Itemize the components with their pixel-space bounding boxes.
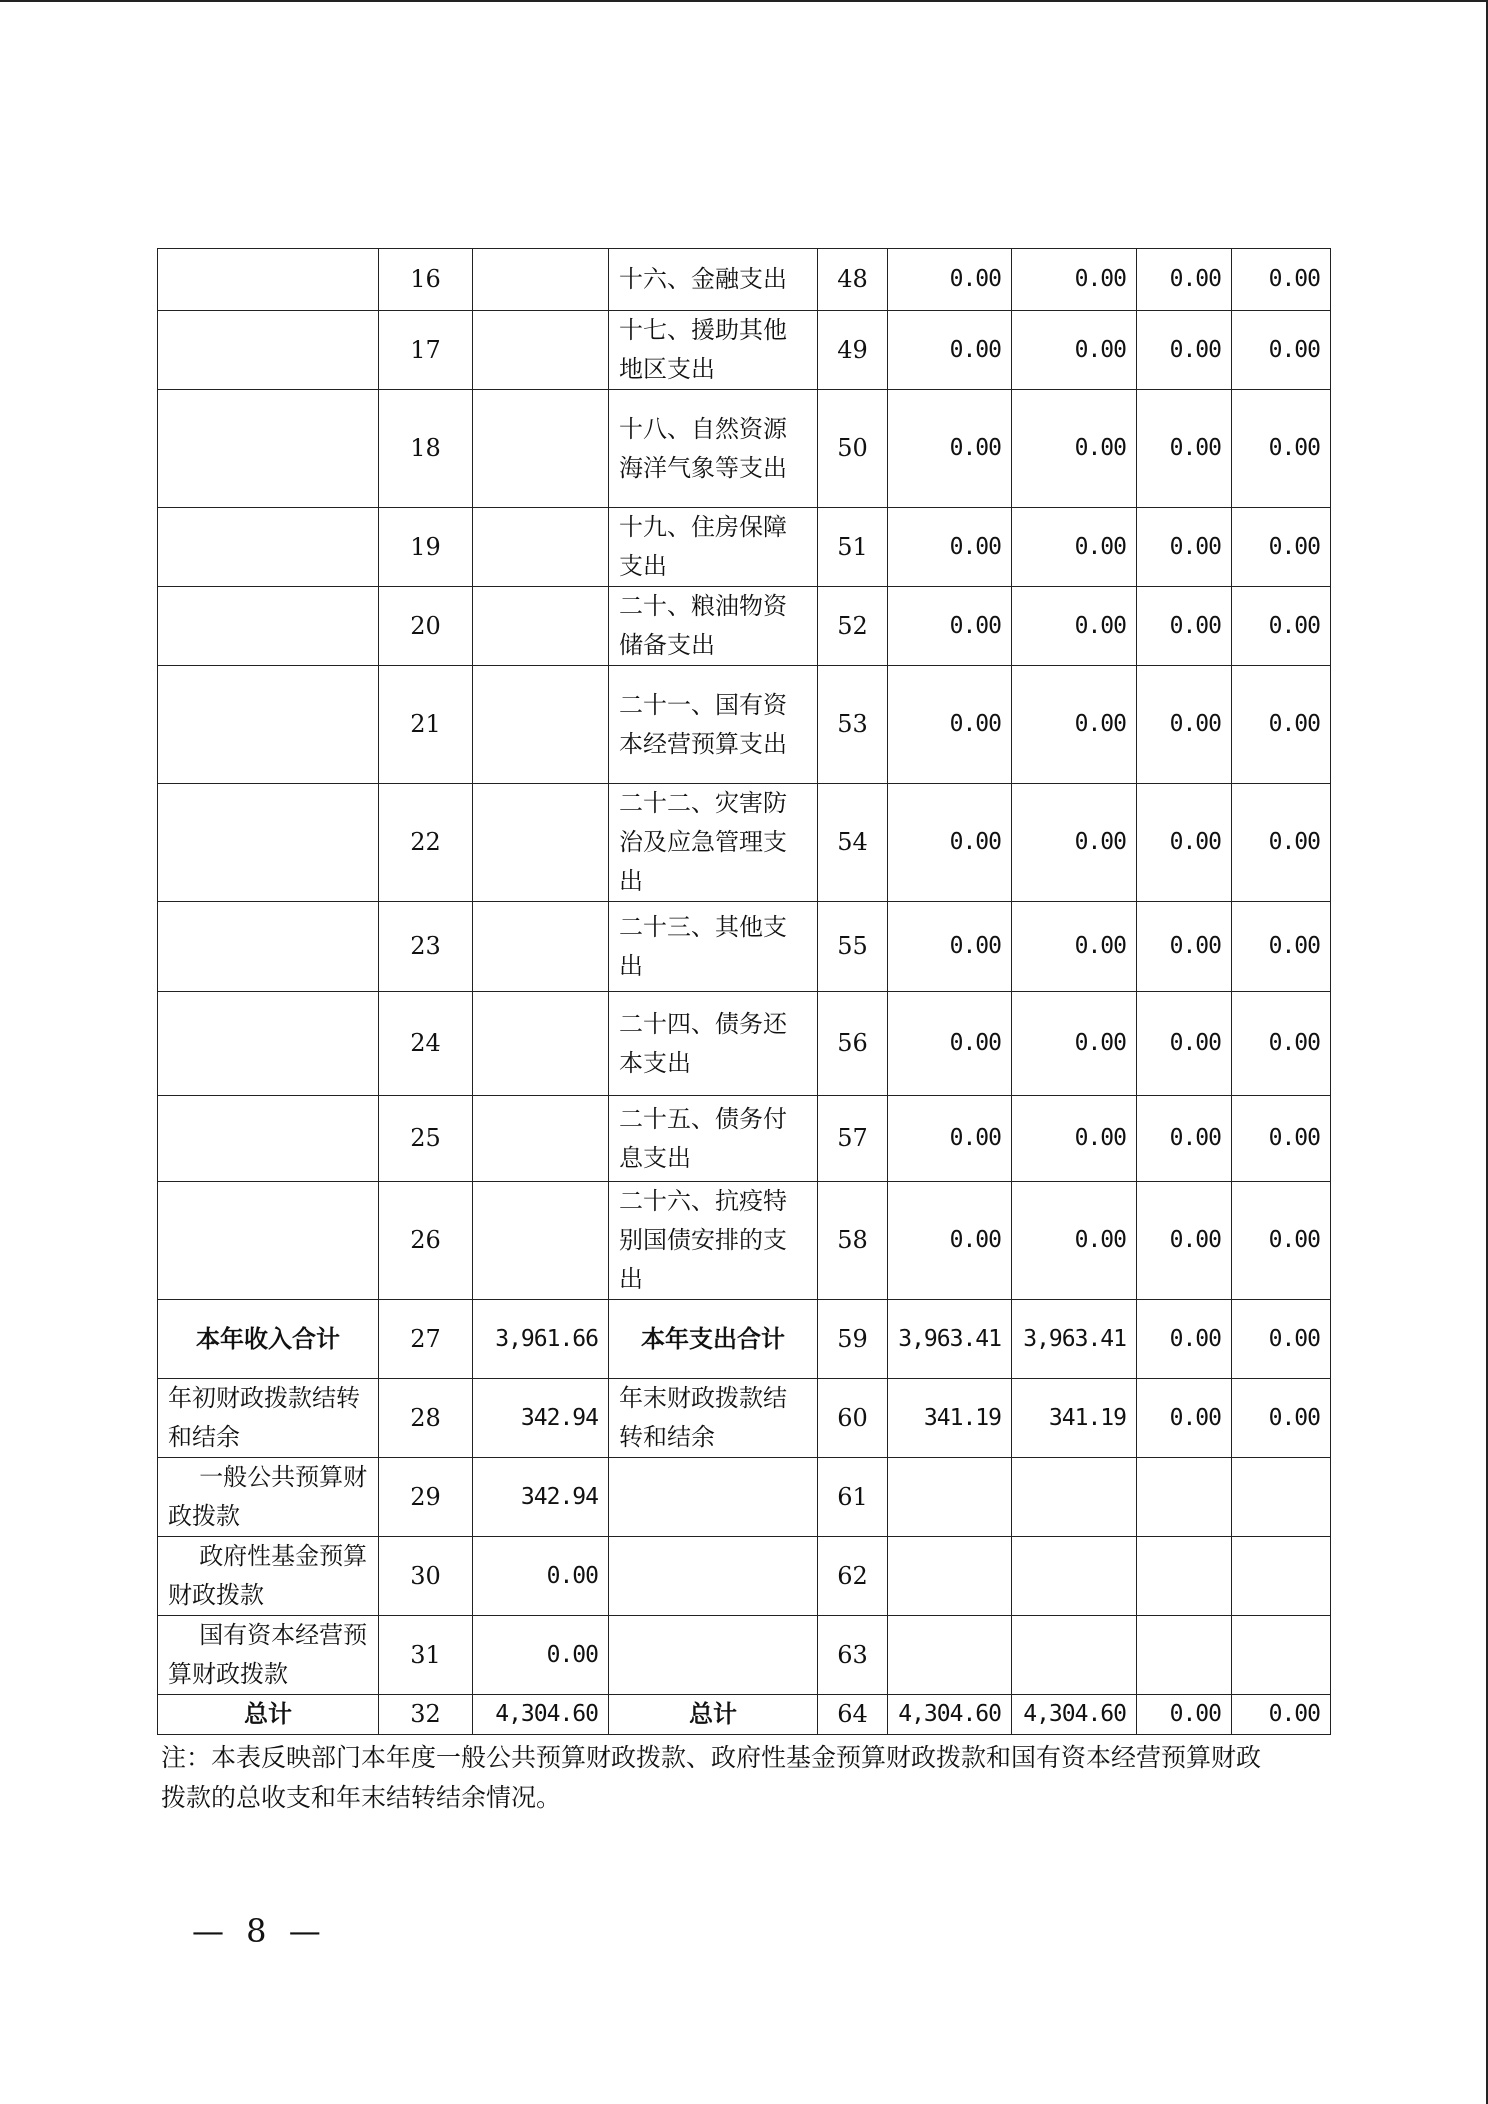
gov-fund-cell: 0.00 [1137,508,1232,587]
income-amount-cell [473,666,609,784]
gov-fund-cell [1137,1616,1232,1695]
income-amount-cell [473,508,609,587]
expense-line-no-cell: 51 [818,508,888,587]
expense-line-no-cell: 53 [818,666,888,784]
general-budget-cell: 0.00 [1012,784,1137,902]
state-capital-cell: 0.00 [1232,508,1331,587]
income-item-cell [158,311,379,390]
state-capital-cell: 0.00 [1232,587,1331,666]
table-row [158,1695,1331,1735]
income-line-no-cell: 31 [379,1616,473,1695]
table-row [158,390,1331,508]
expense-item-cell: 二十五、债务付息支出 [609,1096,818,1182]
income-line-no-cell: 21 [379,666,473,784]
table-row [158,784,1331,902]
gov-fund-cell: 0.00 [1137,390,1232,508]
table-row [158,508,1331,587]
income-amount-cell: 4,304.60 [473,1695,609,1735]
expense-line-no-cell: 62 [818,1537,888,1616]
expense-total-cell: 0.00 [888,666,1012,784]
state-capital-cell: 0.00 [1232,1182,1331,1300]
expense-line-no-cell: 48 [818,249,888,311]
state-capital-cell: 0.00 [1232,902,1331,992]
income-item-cell [158,390,379,508]
income-amount-cell [473,992,609,1096]
gov-fund-cell: 0.00 [1137,249,1232,311]
income-line-no-cell: 23 [379,902,473,992]
expense-line-no-cell: 54 [818,784,888,902]
income-line-no-cell: 22 [379,784,473,902]
table-row [158,249,1331,311]
income-item-cell: 年初财政拨款结转和结余 [158,1379,379,1458]
table-row [158,1616,1331,1695]
page-number: — 8 — [192,1912,327,1950]
expense-item-cell: 十六、金融支出 [609,249,818,311]
expense-total-cell: 341.19 [888,1379,1012,1458]
general-budget-cell: 3,963.41 [1012,1300,1137,1379]
gov-fund-cell: 0.00 [1137,587,1232,666]
table-body [158,249,1331,1735]
expense-line-no-cell: 50 [818,390,888,508]
expense-line-no-cell: 57 [818,1096,888,1182]
expense-item-cell [609,1458,818,1537]
expense-line-no-cell: 64 [818,1695,888,1735]
expense-total-cell: 0.00 [888,784,1012,902]
table-row [158,1182,1331,1300]
income-amount-cell [473,902,609,992]
state-capital-cell: 0.00 [1232,390,1331,508]
income-amount-cell: 342.94 [473,1379,609,1458]
general-budget-cell: 0.00 [1012,587,1137,666]
expense-item-cell: 二十二、灾害防治及应急管理支出 [609,784,818,902]
gov-fund-cell: 0.00 [1137,902,1232,992]
expense-item-cell: 二十三、其他支出 [609,902,818,992]
general-budget-cell: 0.00 [1012,992,1137,1096]
income-item-cell [158,992,379,1096]
expense-total-cell: 0.00 [888,1096,1012,1182]
expense-total-cell [888,1458,1012,1537]
expense-total-cell: 0.00 [888,390,1012,508]
table-row [158,666,1331,784]
general-budget-cell: 0.00 [1012,1182,1137,1300]
expense-item-cell: 十九、住房保障支出 [609,508,818,587]
expense-line-no-cell: 49 [818,311,888,390]
expense-total-cell [888,1616,1012,1695]
state-capital-cell [1232,1616,1331,1695]
income-line-no-cell: 20 [379,587,473,666]
income-line-no-cell: 28 [379,1379,473,1458]
state-capital-cell: 0.00 [1232,992,1331,1096]
expense-line-no-cell: 52 [818,587,888,666]
table-row [158,1537,1331,1616]
income-line-no-cell: 19 [379,508,473,587]
expense-item-cell: 年末财政拨款结转和结余 [609,1379,818,1458]
income-item-cell [158,249,379,311]
income-item-cell: 政府性基金预算财政拨款 [158,1537,379,1616]
income-item-cell [158,508,379,587]
expense-line-no-cell: 63 [818,1616,888,1695]
income-amount-cell [473,311,609,390]
expense-item-cell: 二十一、国有资本经营预算支出 [609,666,818,784]
gov-fund-cell [1137,1537,1232,1616]
table-row [158,1379,1331,1458]
general-budget-cell [1012,1616,1137,1695]
general-budget-cell: 0.00 [1012,666,1137,784]
state-capital-cell [1232,1537,1331,1616]
expense-line-no-cell: 61 [818,1458,888,1537]
gov-fund-cell: 0.00 [1137,1096,1232,1182]
expense-total-cell: 0.00 [888,249,1012,311]
state-capital-cell: 0.00 [1232,249,1331,311]
page-border-top [0,0,1488,2]
gov-fund-cell: 0.00 [1137,992,1232,1096]
expense-total-cell: 0.00 [888,1182,1012,1300]
gov-fund-cell: 0.00 [1137,784,1232,902]
income-line-no-cell: 26 [379,1182,473,1300]
income-item-cell: 一般公共预算财政拨款 [158,1458,379,1537]
expense-total-cell: 0.00 [888,992,1012,1096]
gov-fund-cell [1137,1458,1232,1537]
income-item-cell [158,1096,379,1182]
income-amount-cell [473,390,609,508]
expense-total-cell: 0.00 [888,311,1012,390]
expense-line-no-cell: 56 [818,992,888,1096]
state-capital-cell: 0.00 [1232,1300,1331,1379]
table-row [158,1458,1331,1537]
gov-fund-cell: 0.00 [1137,666,1232,784]
gov-fund-cell: 0.00 [1137,1182,1232,1300]
state-capital-cell: 0.00 [1232,1695,1331,1735]
income-item-cell [158,666,379,784]
income-line-no-cell: 25 [379,1096,473,1182]
expense-total-cell: 0.00 [888,902,1012,992]
general-budget-cell: 0.00 [1012,311,1137,390]
general-budget-cell: 0.00 [1012,1096,1137,1182]
income-item-cell [158,587,379,666]
state-capital-cell: 0.00 [1232,311,1331,390]
expense-total-cell: 0.00 [888,587,1012,666]
expense-total-cell: 3,963.41 [888,1300,1012,1379]
table-row [158,587,1331,666]
income-line-no-cell: 17 [379,311,473,390]
income-line-no-cell: 32 [379,1695,473,1735]
general-budget-cell: 0.00 [1012,249,1137,311]
income-line-no-cell: 27 [379,1300,473,1379]
expense-item-cell: 本年支出合计 [609,1300,818,1379]
income-amount-cell [473,1182,609,1300]
income-amount-cell: 342.94 [473,1458,609,1537]
gov-fund-cell: 0.00 [1137,1379,1232,1458]
state-capital-cell [1232,1458,1331,1537]
income-amount-cell [473,784,609,902]
expense-line-no-cell: 60 [818,1379,888,1458]
general-budget-cell: 4,304.60 [1012,1695,1137,1735]
state-capital-cell: 0.00 [1232,1096,1331,1182]
general-budget-cell: 0.00 [1012,390,1137,508]
income-line-no-cell: 16 [379,249,473,311]
expense-item-cell: 二十四、债务还本支出 [609,992,818,1096]
expense-line-no-cell: 59 [818,1300,888,1379]
income-amount-cell: 0.00 [473,1537,609,1616]
general-budget-cell: 0.00 [1012,902,1137,992]
expense-item-cell [609,1537,818,1616]
general-budget-cell [1012,1458,1137,1537]
expense-item-cell: 十八、自然资源海洋气象等支出 [609,390,818,508]
expense-item-cell [609,1616,818,1695]
table-row [158,311,1331,390]
income-line-no-cell: 18 [379,390,473,508]
state-capital-cell: 0.00 [1232,1379,1331,1458]
income-item-cell: 国有资本经营预算财政拨款 [158,1616,379,1695]
income-item-cell: 总计 [158,1695,379,1735]
gov-fund-cell: 0.00 [1137,311,1232,390]
expense-line-no-cell: 58 [818,1182,888,1300]
table-row [158,902,1331,992]
expense-item-cell: 十七、援助其他地区支出 [609,311,818,390]
income-amount-cell [473,587,609,666]
income-line-no-cell: 29 [379,1458,473,1537]
expense-item-cell: 总计 [609,1695,818,1735]
expense-item-cell: 二十、粮油物资储备支出 [609,587,818,666]
general-budget-cell: 0.00 [1012,508,1137,587]
income-amount-cell: 3,961.66 [473,1300,609,1379]
table-row [158,992,1331,1096]
income-line-no-cell: 24 [379,992,473,1096]
state-capital-cell: 0.00 [1232,666,1331,784]
income-amount-cell [473,249,609,311]
gov-fund-cell: 0.00 [1137,1300,1232,1379]
general-budget-cell [1012,1537,1137,1616]
general-budget-cell: 341.19 [1012,1379,1137,1458]
state-capital-cell: 0.00 [1232,784,1331,902]
table-row [158,1300,1331,1379]
expense-total-cell: 4,304.60 [888,1695,1012,1735]
expense-line-no-cell: 55 [818,902,888,992]
income-item-cell [158,1182,379,1300]
income-item-cell [158,784,379,902]
table-note: 注：本表反映部门本年度一般公共预算财政拨款、政府性基金预算财政拨款和国有资本经营预算财政拨款的总收支和年末结转结余情况。 [161,1743,1262,1812]
income-amount-cell: 0.00 [473,1616,609,1695]
expense-total-cell: 0.00 [888,508,1012,587]
income-item-cell: 本年收入合计 [158,1300,379,1379]
income-item-cell [158,902,379,992]
expense-total-cell [888,1537,1012,1616]
gov-fund-cell: 0.00 [1137,1695,1232,1735]
table-row [158,1096,1331,1182]
income-line-no-cell: 30 [379,1537,473,1616]
income-amount-cell [473,1096,609,1182]
expense-item-cell: 二十六、抗疫特别国债安排的支出 [609,1182,818,1300]
budget-table [157,248,1331,1735]
